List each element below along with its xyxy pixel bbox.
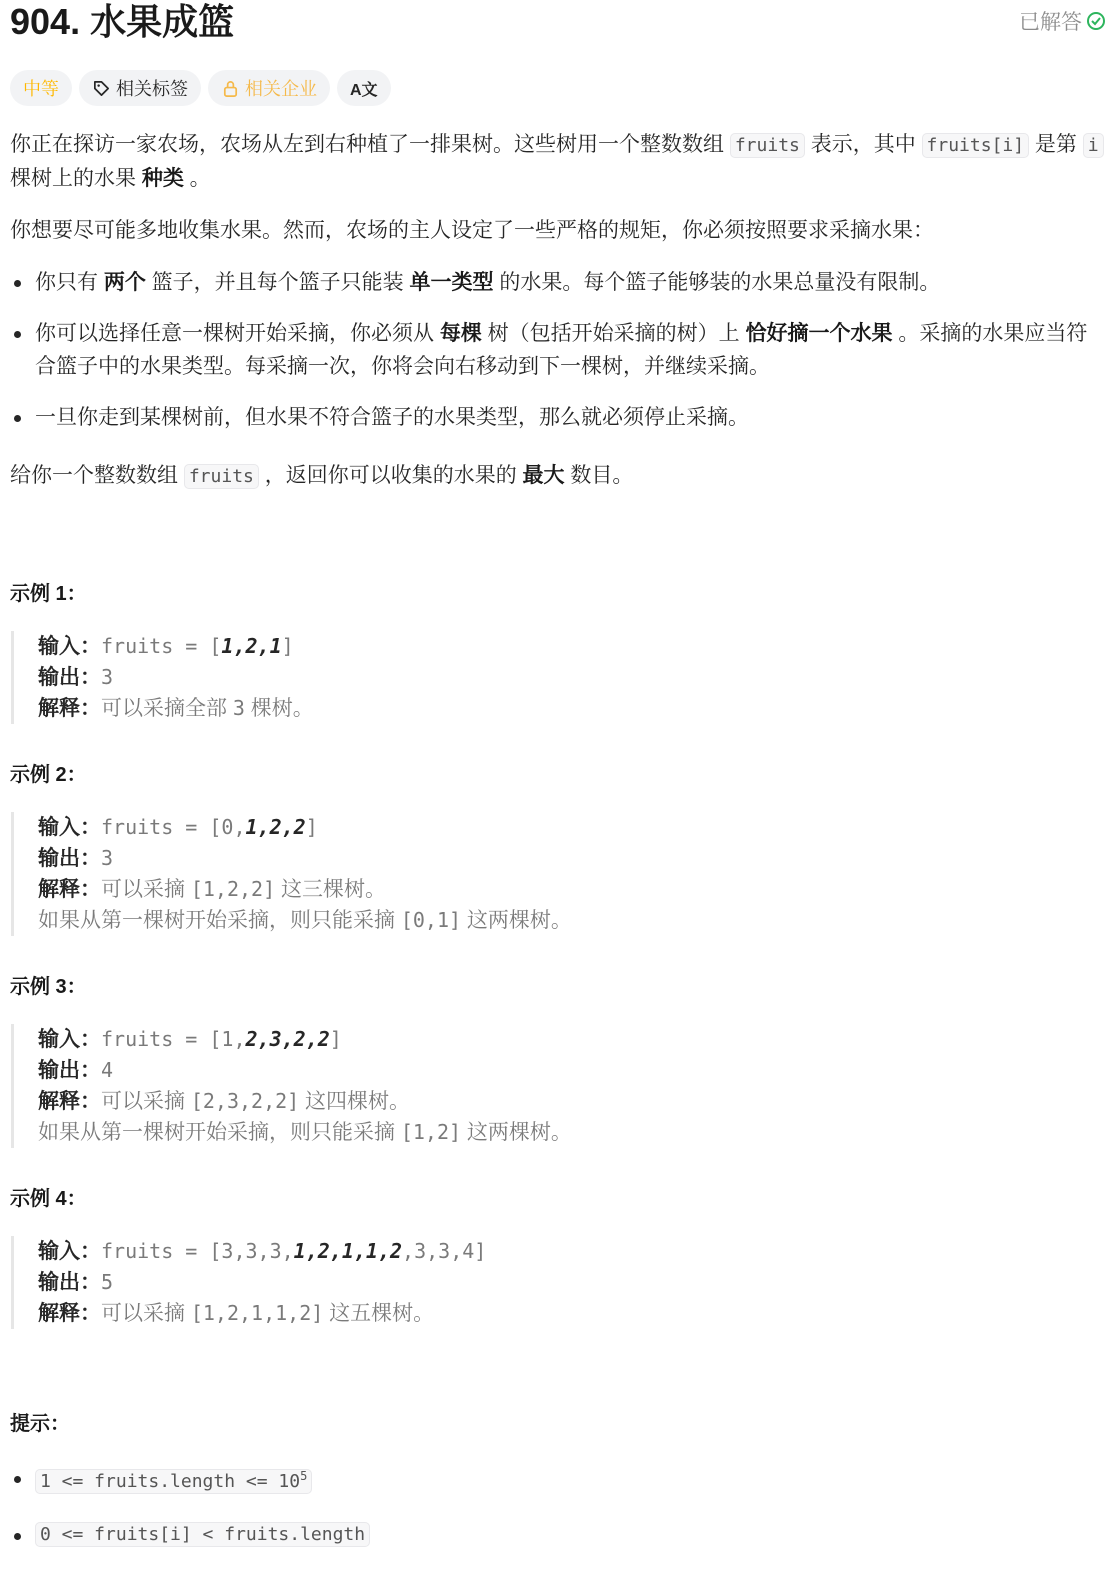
mono-text: fruits = [3,3,3, — [101, 1239, 294, 1263]
field-label: 输入： — [38, 1028, 101, 1051]
example-line — [38, 1055, 1104, 1086]
text-segment: 给你一个整数数组 — [10, 464, 184, 487]
mono-text: fruits = [0, — [101, 815, 246, 839]
example-line — [38, 843, 1104, 874]
example-line — [38, 1024, 1104, 1055]
mono-text: fruits = [1, — [101, 1027, 246, 1051]
example-line — [38, 1086, 1104, 1117]
intro-paragraph — [10, 128, 1104, 195]
text-segment: 这五棵树。 — [323, 1302, 435, 1325]
example-block — [11, 1236, 1104, 1329]
example-heading: 示例 1： — [10, 583, 87, 605]
check-circle-icon — [1086, 11, 1106, 31]
field-label: 解释： — [38, 1302, 101, 1325]
field-label: 解释： — [38, 878, 101, 901]
text-segment: ，返回你可以收集的水果的 — [258, 464, 523, 487]
field-label: 解释： — [38, 1090, 101, 1113]
highlighted-values: 1,2,1,1,2 — [293, 1239, 403, 1263]
example-line — [38, 662, 1104, 693]
inline-code: i — [1083, 133, 1104, 158]
header — [10, 0, 1104, 58]
related-companies-label: 相关企业 — [245, 79, 317, 99]
example-line — [38, 905, 1104, 936]
examples — [10, 577, 1104, 1329]
example-line — [38, 1267, 1104, 1298]
task-paragraph — [10, 459, 1104, 493]
text-segment: 这两棵树。 — [461, 1121, 572, 1144]
solved-label: 已解答 — [1019, 11, 1082, 34]
text-segment: 这三棵树。 — [275, 878, 386, 901]
bold-text: 每棵 — [439, 322, 482, 345]
rule-item — [10, 266, 1104, 299]
example-line — [38, 631, 1104, 662]
example-line — [38, 693, 1104, 724]
example-line — [38, 812, 1104, 843]
mono-text: ] — [329, 1027, 342, 1051]
hints-heading: 提示： — [10, 1413, 70, 1435]
bold-text: 单一类型 — [409, 271, 494, 294]
related-tags-button[interactable] — [79, 70, 201, 106]
example-line — [38, 1236, 1104, 1267]
example-heading: 示例 2： — [10, 764, 87, 786]
related-companies-button[interactable] — [208, 70, 330, 106]
mono-text: 3 — [232, 696, 245, 720]
lock-icon — [221, 79, 240, 98]
inline-code: fruits[i] — [922, 133, 1030, 158]
text-segment: 如果从第一棵树开始采摘，则只能采摘 — [38, 1121, 401, 1144]
text-segment: 一旦你走到某棵树前，但水果不符合篮子的水果类型，那么就必须停止采摘。 — [35, 406, 749, 429]
text-segment: 可以采摘 — [101, 1090, 191, 1113]
example-line — [38, 1298, 1104, 1329]
field-label: 输出： — [38, 666, 101, 689]
text-segment: 是第 — [1029, 133, 1083, 156]
solved-status — [1019, 6, 1106, 36]
text-segment: 。采摘的水果应当符合篮子中的水果类型。每采摘一次，你将会向右移动到下一棵树，并继续采摘。 — [35, 322, 1088, 378]
example-block — [11, 631, 1104, 724]
text-segment: 树（包括开始采摘的树）上 — [481, 322, 746, 345]
mono-text: [1,2,2] — [190, 877, 276, 901]
rules-list — [10, 266, 1104, 434]
text-segment: 可以采摘全部 — [101, 697, 233, 720]
example-line — [38, 1117, 1104, 1148]
field-label: 解释： — [38, 697, 101, 720]
text-segment: 你可以选择任意一棵树开始采摘，你必须从 — [35, 322, 440, 345]
mono-text: 4 — [101, 1058, 114, 1082]
mono-text: [0,1] — [400, 908, 462, 932]
field-label: 输入： — [38, 1240, 101, 1263]
text-segment: 你想要尽可能多地收集水果。然而，农场的主人设定了一些严格的规矩，你必须按照要求采摘水果： — [10, 219, 934, 242]
mono-text: ] — [305, 815, 318, 839]
mono-text: 3 — [101, 665, 114, 689]
rules-intro — [10, 214, 1104, 247]
bold-text: 最大 — [522, 464, 565, 487]
hint-item — [10, 1460, 1104, 1498]
example-heading: 示例 3： — [10, 976, 87, 998]
text-segment: 表示，其中 — [804, 133, 922, 156]
text-segment: 可以采摘 — [101, 1302, 191, 1325]
tag-icon — [92, 79, 111, 98]
text-segment: 你只有 — [35, 271, 104, 294]
rule-item — [10, 317, 1104, 383]
translate-button[interactable] — [337, 70, 391, 106]
mono-text: ,3,3,4] — [402, 1239, 487, 1263]
bold-text: 两个 — [103, 271, 146, 294]
text-segment: 的水果。每个篮子能够装的水果总量没有限制。 — [493, 271, 941, 294]
page-title: 904. 水果成篮 — [10, 1, 235, 42]
text-segment: 棵树。 — [244, 697, 314, 720]
mono-text: fruits = [ — [101, 634, 222, 658]
highlighted-values: 1,2,2 — [245, 815, 306, 839]
inline-code: fruits — [730, 133, 805, 158]
mono-text: 5 — [101, 1270, 114, 1294]
highlighted-values: 2,3,2,2 — [245, 1027, 330, 1051]
mono-text: [1,2,1,1,2] — [190, 1301, 324, 1325]
bold-text: 种类 — [141, 167, 184, 190]
mono-text: ] — [281, 634, 294, 658]
example-line — [38, 874, 1104, 905]
difficulty-tag[interactable]: 中等 — [10, 70, 72, 106]
text-segment: 你正在探访一家农场，农场从左到右种植了一排果树。这些树用一个整数数组 — [10, 133, 730, 156]
hints-list — [10, 1460, 1104, 1551]
text-segment: 数目。 — [564, 464, 634, 487]
field-label: 输入： — [38, 635, 101, 658]
translate-icon: A文 — [350, 81, 378, 99]
highlighted-values: 1,2,1 — [221, 634, 282, 658]
text-segment: 如果从第一棵树开始采摘，则只能采摘 — [38, 909, 401, 932]
field-label: 输出： — [38, 1271, 101, 1294]
text-segment: 这四棵树。 — [299, 1090, 411, 1113]
superscript: 5 — [300, 1469, 308, 1483]
bold-text: 恰好摘一个水果 — [745, 322, 893, 345]
text-segment: 可以采摘 — [101, 878, 191, 901]
rule-item — [10, 401, 1104, 434]
example-block — [11, 812, 1104, 936]
tag-bar — [10, 70, 1104, 106]
field-label: 输出： — [38, 847, 101, 870]
example-block — [11, 1024, 1104, 1148]
field-label: 输出： — [38, 1059, 101, 1082]
related-tags-label: 相关标签 — [116, 79, 188, 99]
mono-text: 3 — [101, 846, 114, 870]
hint-item — [10, 1517, 1104, 1551]
text-segment: 棵树上的水果 — [10, 167, 142, 190]
text-segment: 。 — [183, 167, 211, 190]
field-label: 输入： — [38, 816, 101, 839]
mono-text: [2,3,2,2] — [190, 1089, 300, 1113]
text-segment: 篮子，并且每个篮子只能装 — [145, 271, 410, 294]
text-segment: 这两棵树。 — [461, 909, 572, 932]
inline-code: fruits — [184, 464, 259, 489]
inline-code: 0 <= fruits[i] < fruits.length — [35, 1522, 370, 1547]
example-heading: 示例 4： — [10, 1188, 87, 1210]
mono-text: [1,2] — [400, 1120, 462, 1144]
inline-code: 1 <= fruits.length <= $10^5$ — [35, 1469, 312, 1494]
